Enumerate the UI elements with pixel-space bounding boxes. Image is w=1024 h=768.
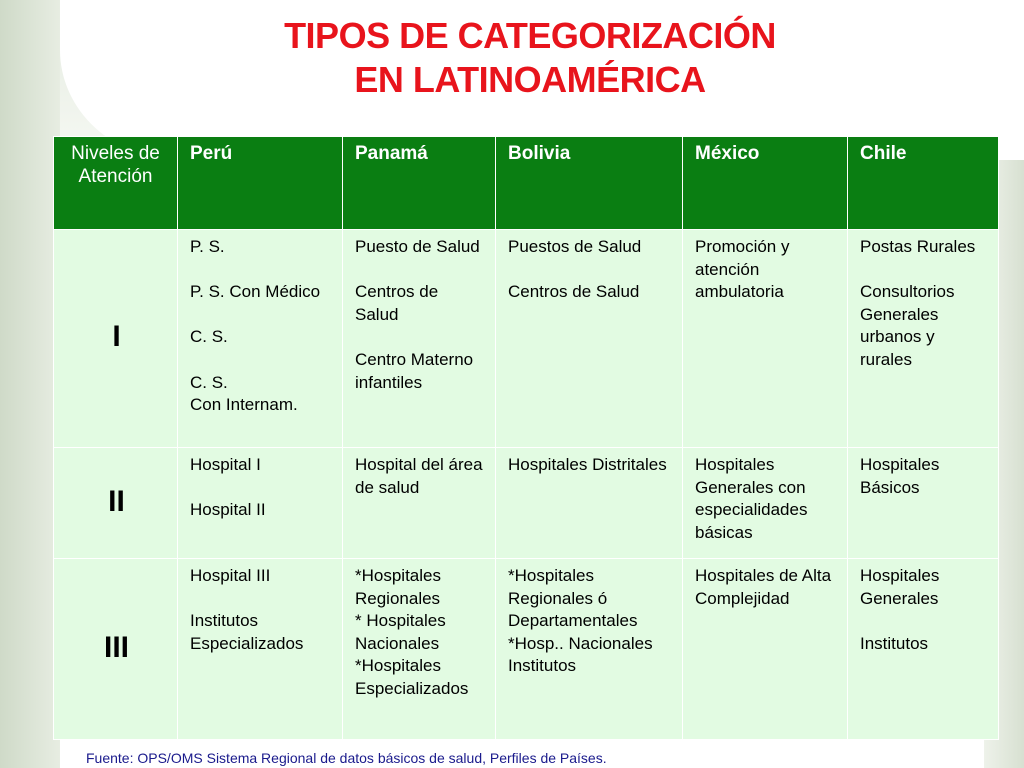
header-levels: Niveles de Atención [54,137,178,230]
table-cell: Hospitales Distritales [496,448,683,559]
header-panama: Panamá [343,137,496,230]
table-header-row [54,137,999,230]
table-row [54,448,999,559]
table-cell: Hospitales Generales con especialidades básicas [683,448,848,559]
slide-title [0,14,1024,102]
table-cell: Hospital I Hospital II [178,448,343,559]
table-cell: Puestos de Salud Centros de Salud [496,230,683,448]
slide-title-line-1: TIPOS DE CATEGORIZACIÓN [284,15,776,56]
table-cell: Postas Rurales Consultorios Generales urbanos y rurales [848,230,999,448]
table-cell: Hospital del área de salud [343,448,496,559]
table-cell: *Hospitales Regionales * Hospitales Nacionales *Hospitales Especializados [343,559,496,740]
table-cell: Hospitales Generales Institutos [848,559,999,740]
table-cell: P. S. P. S. Con Médico C. S. C. S. Con Internam. [178,230,343,448]
table-cell: Hospitales de Alta Complejidad [683,559,848,740]
level-cell: III [54,559,178,740]
table-cell: Hospitales Básicos [848,448,999,559]
table-cell: Puesto de Salud Centros de Salud Centro Materno infantiles [343,230,496,448]
background-left-band [0,0,60,768]
categorization-table [53,136,999,740]
table-row [54,230,999,448]
header-peru: Perú [178,137,343,230]
slide-title-line-2: EN LATINOAMÉRICA [354,59,706,100]
header-bolivia: Bolivia [496,137,683,230]
header-chile: Chile [848,137,999,230]
level-cell: I [54,230,178,448]
table-row [54,559,999,740]
table-cell: *Hospitales Regionales ó Departamentales *Hosp.. Nacionales Institutos [496,559,683,740]
table-cell: Hospital III Institutos Especializados [178,559,343,740]
source-footnote: Fuente: OPS/OMS Sistema Regional de datos básicos de salud, Perfiles de Países. [86,750,607,766]
table-cell: Promoción y atención ambulatoria [683,230,848,448]
header-mexico: México [683,137,848,230]
level-cell: II [54,448,178,559]
